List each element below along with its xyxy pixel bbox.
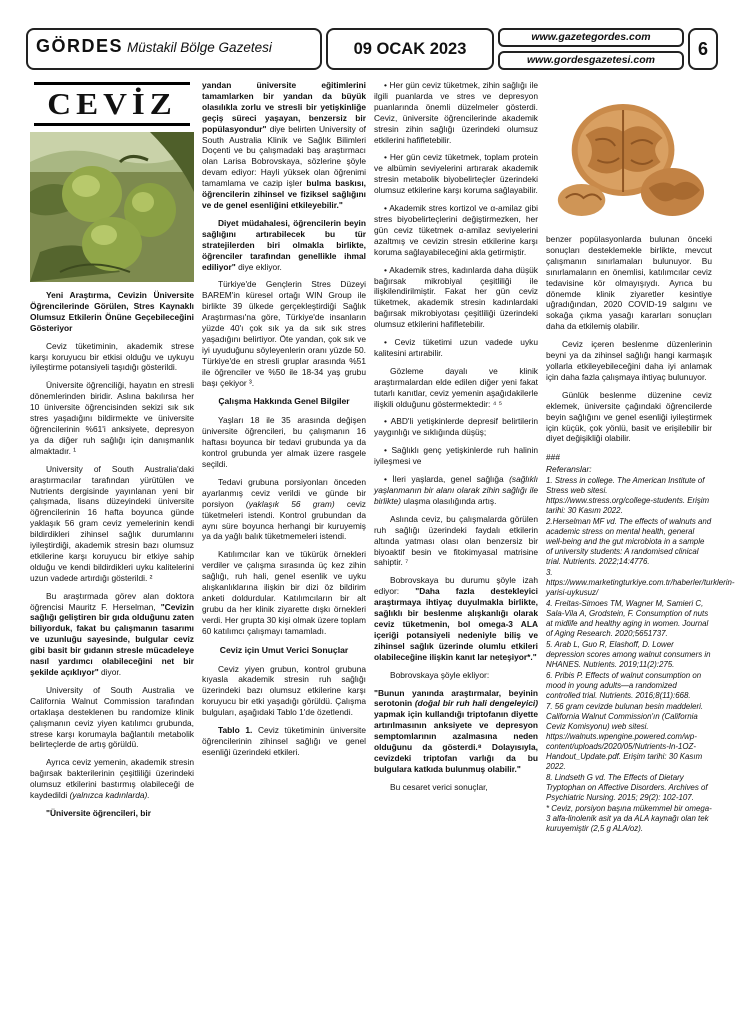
website-links: [498, 28, 684, 70]
paragraph: Katılımcılar kan ve tükürük örnekleri verdiler ve çalışma sırasında üç kez zihin sağlığı, ruh hali, genel esenlik ve uyku alışkanlıklarına ilişkin bir dizi öz bildirim anketi doldurdular. Katılımcıların bir alt grubu da her klinik ziyarette dışkı örnekleri verdi. Her grupta 30 kişi olmak üzere toplam 60 katılımcı çalışmayı tamamladı.: [202, 549, 366, 636]
bullet-item: • Her gün ceviz tüketmek, zihin sağlığı ile ilgili puanlarda ve stres ve depresyon puanlarında önemli düzelmeler gösterdi. Ceviz, üniversite öğrencilerinde akademik stresin zihin sağlığı üzerindeki olumsuz etkilerini hafifletebilir.: [374, 80, 538, 145]
masthead: [26, 28, 716, 72]
website-link-1[interactable]: www.gazetegordes.com: [498, 28, 684, 47]
article-title: CEVİZ: [34, 82, 190, 126]
bullet-item: • İleri yaşlarda, genel sağlığa (sağlıklı yaşlanmanın bir alanı olarak zihin sağlığı ile birlikte) ulaşma olasılığında artış.: [374, 474, 538, 506]
paragraph: yandan üniversite eğitimlerini tamamlarken bir yandan da büyük olasılıkla zorlu ve stresli bir yetişkinliğe geçiş süreci yaşayan, benzersiz bir popülasyondur" diye belirten University of South Australia Klinik ve Sağlık Bilimleri Doçenti ve bu çalışmadaki baş araştırmacı olan Larisa Bobrovskaya, sözlerine şöyle devam ediyor: Hayli yüksek olan öğrenimi tamamlama ve cazip işler bulma baskısı, öğrencilerin zihinsel ve fiziksel sağlığını ve de genel esenliğini etkileyebilir.": [202, 80, 367, 210]
paragraph: Bobrovskaya şöyle ekliyor:: [390, 669, 490, 680]
reference-item: 2.Herselman MF vd. The effects of walnuts and academic stress on mental health, general well-being and the gut microbiota in a sample of university students: A randomised clinical trial. Nutrients. 2022;14:4776.: [546, 517, 712, 567]
column-2: [202, 80, 366, 1020]
end-mark: ###: [546, 452, 560, 463]
reference-item: 4. Freitas-Simoes TM, Wagner M, Samieri C, Sala-Vila A, Grodstein, F. Consumption of nuts at midlife and healthy aging in women. Journal of Aging Research. 2020;5651737.: [546, 599, 709, 639]
reference-item: 7. 56 gram cevizde bulunan besin maddeleri. California Walnut Commission'ın (California Ceviz Komisyonu) web sitesi. https://walnuts.wpengine.powered.com/wp-content/uploads/2020/05/Nutrients-In-1OZ-Handout_Update.pdf. Erişim tarihi: 30 Kasım 2022.: [546, 702, 704, 772]
newspaper-name: GÖRDES: [36, 36, 124, 56]
walnut-photo: [546, 80, 710, 230]
paragraph: Ceviz tüketiminin, akademik strese karşı koruyucu bir etkisi olduğu ve uykuyu iyileştirme potansiyeli taşıdığı gösterildi.: [30, 340, 194, 373]
paragraph: Ceviz içeren beslenme düzenlerinin beyni ya da zihinsel sağlığı hangi karmaşık yollarla etkileyebileceğini daha iyi anlamak için daha fazla çalışmaya ihtiyaç bulunuyor.: [546, 339, 712, 382]
paragraph: benzer popülasyonlarda bulunan önceki sonuçları desteklemekle birlikte, mevcut çalışmanın sınırlamaları bulunuyor. Bu sınırlamaların en önemlisi, katılımcılar ceviz tedavisine kör olmayışıydı. Ayrıca bu dönemde klinik ziyaretler kesintiye uğradığından, 2020 COVID-19 salgını ve sokağa çıkma yasağı kararları sonuçları daha da etkilemiş olabilir.: [546, 234, 712, 332]
paragraph: Tablo 1. Ceviz tüketiminin üniversite öğrencilerinin zihinsel sağlığı ve genel esenliği üzerindeki etkileri.: [202, 725, 367, 757]
column-3: [374, 80, 538, 1020]
article-lead: Yeni Araştırma, Cevizin Üniversite Öğrencilerinde Görülen, Stres Kaynaklı Olumsuz Etkilerin Önüne Geçebileceğini Gösteriyor: [30, 290, 194, 333]
reference-item: 6. Pribis P. Effects of walnut consumption on mood in young adults—a randomized controlled trial. Nutrients. 2016;8(11):668.: [546, 671, 702, 701]
paragraph: University of South Australia'daki araştırmacılar tarafından yürütülen ve Nutrients dergisinde yayınlanan yeni bir çalışmada, lisans düzeyindeki üniversite öğrencilerinin 16 hafta boyunca günde yaklaşık 56 gram ceviz yemelerinin kendi bildirdikleri zihinsel sağlık durumlarını iyileştirdiği, akademik stresin bazı olumsuz etkilerine karşı koruyucu bir etkiye sahip olduğu ve kendi bildirdikleri uyku kalitelerini uzun vadede artırdığı gösterildi. ²: [30, 463, 194, 583]
paragraph: Tedavi grubuna porsiyonları önceden ayarlanmış ceviz verildi ve günde bir porsiyon (yaklaşık 56 gram) ceviz tüketmeleri istendi. Kontrol grubundan da aynı süre boyunca herhangi bir kuruyemiş ya da yağlı balık tüketmemeleri istendi.: [202, 476, 366, 542]
paragraph: Bobrovskaya bu durumu şöyle izah ediyor: "Daha fazla destekleyici araştırmaya ihtiyaç duyulmakla birlikte, sağlıklı bir beslenme alışkanlığı olarak ceviz tüketmenin, bol omega-3 ALA içeriği potansiyeli nedeniyle biliş ve zihinsel sağlık üzerinde olumlu etkileri olabileceğine ilişkin kanıt lar neteşiyor*.": [374, 575, 539, 662]
paragraph: Bu cesaret verici sonuçlar,: [390, 781, 488, 792]
paragraph: Aslında ceviz, bu çalışmalarda görülen ruh sağlığı üzerindeki faydalı etkilerin altında yatması olası olan benzersiz bir biyoaktif besin ve fitokimyasal matrisine sahiptir. ⁷: [374, 513, 538, 568]
bullet-item: • Akademik stres, kadınlarda daha düşük bağırsak mikrobiyal çeşitliliği ile ilişkilendirilmiştir. Fakat her gün ceviz tüketmek, akademik stresin kadınlardaki bağırsak mikrobiyotası çeşitliliği üzerindeki olumsuz etkilerini hafifletebilir.: [374, 264, 538, 330]
paragraph: Bu araştırmada görev alan doktora öğrencisi Mauritz F. Herselman, "Cevizin sağlığı geliştiren bir gıda olduğunu zaten biliyorduk, fakat bu çalışmanın tasarımı ve uzunluğu sayesinde, bulgular ceviz gibi basit bir gıdanın stresle mücadeleye nasıl yardımcı olabileceğini net bir şekilde açıklıyor" diyor.: [30, 590, 194, 677]
section-heading: Çalışma Hakkında Genel Bilgiler: [218, 396, 350, 407]
column-4: [546, 80, 735, 1020]
paragraph: Ayrıca ceviz yemenin, akademik stresin bağırsak bakterilerinin çeşitliliği üzerindeki olumsuz etkilerini bastırmış olabileceği de kaydedildi (yalnızca kadınlarda).: [30, 757, 194, 801]
issue-date: 09 OCAK 2023: [326, 28, 494, 70]
paragraph: Ceviz yiyen grubun, kontrol grubuna kıyasla akademik stresin ruh sağlığı üzerindeki bazı olumsuz etkilerine karşı koruyucu bir etki yaşadığı görüldü. Çalışma bulguları, aşağıdaki Tablo 1'de özetlendi.: [202, 663, 366, 718]
walnut-tree-photo: [30, 132, 194, 282]
paragraph: "Üniversite öğrencileri, bir: [46, 807, 151, 818]
paragraph: Gözleme dayalı ve klinik araştırmalardan elde edilen diğer yeni fakat tutarlı kanıtlar, ceviz yemenin aşağıdakilerle ilişkili olduğunu göstermektedir: ⁴ ⁵: [374, 365, 538, 409]
paragraph: Üniversite öğrenciliği, hayatın en stresli dönemlerinden biridir. Aslına bakılırsa her 10 üniversite öğrencisinden sekizi sık sık stres yaşadığını bildirmekte ve üniversite öğrencilerinin %61'i anksiyete, depresyon ya da diğer ruh sağlığı için danışmanlık almaktadır. ¹: [30, 380, 194, 456]
website-link-2[interactable]: www.gordesgazetesi.com: [498, 51, 684, 70]
bullet-item: • Akademik stres kortizol ve α-amilaz gibi stres biyobelirteçlerini değiştirmezken, her gün ceviz tüketmek α-amilaz seviyelerini azaltmış ve cevizin stresin etkilerine karşı koruma sağlayabileceğini akla getirmiştir.: [374, 203, 538, 257]
reference-item: * Ceviz, porsiyon başına mükemmel bir omega-3 alfa-linolenik asit ya da ALA kaynağı olan tek kuruyemiştir (2,5 g ALA/oz).: [546, 804, 712, 834]
section-heading: Ceviz için Umut Verici Sonuçlar: [219, 644, 349, 655]
masthead-brand: [26, 28, 322, 70]
paragraph: Yaşları 18 ile 35 arasında değişen üniversite öğrencileri, bu çalışmanın 16 haftası boyunca bir tedavi grubunda ya da kontrol grubunda yer almak üzere rasgele seçildi.: [202, 415, 366, 469]
bullet-item: • ABD'li yetişkinlerde depresif belirtilerin yaygınlığı ve sıklığında düşüş;: [374, 416, 538, 438]
newspaper-subtitle: Müstakil Bölge Gazetesi: [127, 40, 272, 55]
references-list: [546, 476, 735, 834]
reference-item: 8. Lindseth G vd. The Effects of Dietary Tryptophan on Affective Disorders. Archives of Psychiatric Nursing. 2015; 29(2): 102-107.: [546, 773, 708, 803]
paragraph: "Bunun yanında araştırmalar, beyinin serotonin (doğal bir ruh hali dengeleyici) yapmak için kullandığı triptofanın diyette artırılmasının anksiyete ve depresyon semptomlarının azalmasına neden olduğunu da gösterdi.⁸ Dolayısıyla, cevizdeki triptofan varlığı da bu bulgulara katkıda bulunmuş olabilir.": [374, 687, 538, 774]
paragraph: University of South Australia ve California Walnut Commission tarafından ortaklaşa desteklenen bu randomize klinik çalışmanın ceviz yiyen katılımcı grubunda, strese karşı korumayla bağlantılı metabolik belirteçlerde de artış görüldü.: [30, 684, 194, 750]
paragraph: Günlük beslenme düzenine ceviz eklemek, üniversite çağındaki öğrencilerde beyin sağlığını ve genel esenliği iyileştirmek için küçük, çok yönlü, basit ve erişilebilir bir diyet değişikliği olabilir.: [546, 389, 712, 444]
column-1: [30, 80, 194, 1020]
references-heading: Referanslar:: [546, 464, 592, 475]
reference-item: 3. https://www.marketingturkiye.com.tr/haberler/turklerin-yarisi-uykusuz/: [546, 568, 735, 598]
paragraph: Diyet müdahalesi, öğrencilerin beyin sağlığını artırabilecek bu tür stratejilerden biri olmakla birlikte, öğrenciler tarafından genellikle ihmal ediliyor" diye ekliyor.: [202, 217, 366, 272]
page-number: 6: [688, 28, 718, 70]
paragraph: Türkiye'de Gençlerin Stres Düzeyi BAREM'in küresel ortağı WIN Group ile birlikte 39 ülkede gerçekleştirdiği Sağlık Araştırması'na göre, Türkiye'de insanların yüzde 40'ı çok sık ya da sık sık stres yaşadığını belirtiyor. Öte yandan, çok sık ve iyi uyuduğunu söyleyenlerin oranı yüzde 50. Türkiye'de en stresli gruplar arasında %51 ile öğrenciler ve %50 ile 18-34 yaş grubu başı çekiyor ³.: [202, 279, 366, 388]
reference-item: 5. Arab L, Guo R, Elashoff, D. Lower depression scores among walnut consumers in NHANES. Nutrients. 2019;11(2):275.: [546, 640, 711, 670]
bullet-item: • Her gün ceviz tüketmek, toplam protein ve albümin seviyelerini artırarak akademik stresin metabolik biyobelirteçler üzerindeki olumsuz etkilerine karşı koruma sağlayabilir.: [374, 152, 538, 196]
bullet-item: • Ceviz tüketimi uzun vadede uyku kalitesini artırabilir.: [374, 337, 538, 358]
bullet-item: • Sağlıklı genç yetişkinlerde ruh halinin iyileşmesi ve: [374, 445, 538, 467]
reference-item: 1. Stress in college. The American Institute of Stress web sitesi. https://www.stress.org/college-students. Erişim tarihi: 30 Kasım 2022.: [546, 476, 710, 516]
